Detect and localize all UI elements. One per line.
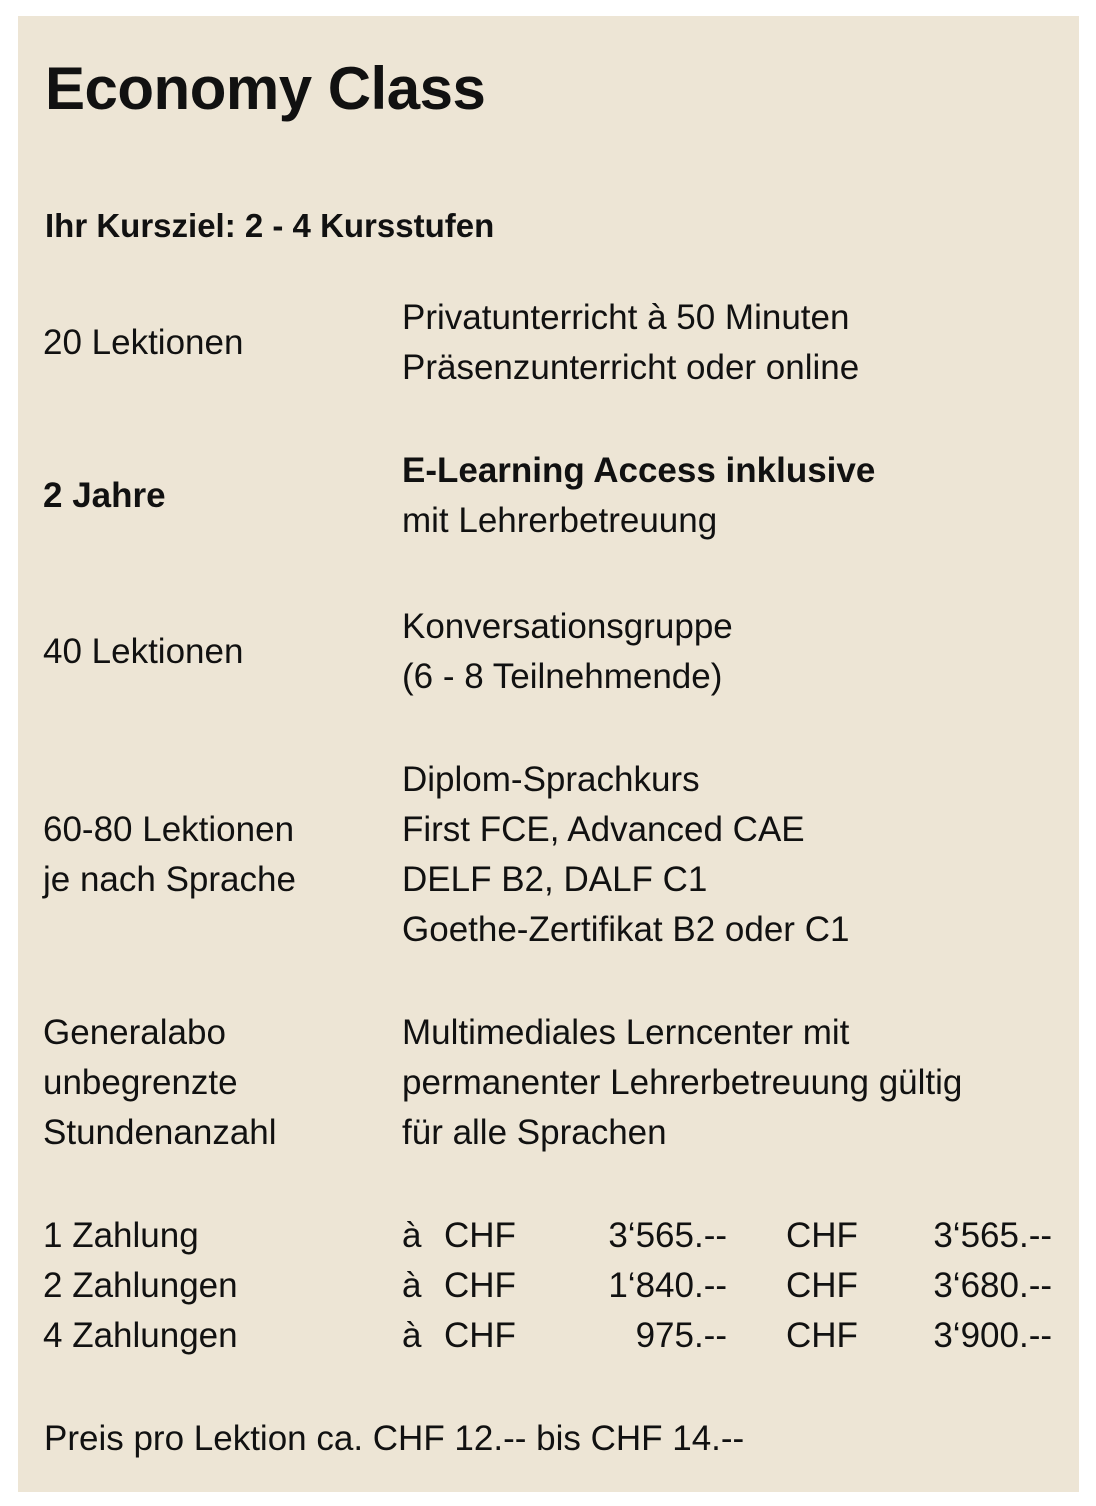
- payment-installment-amount: 1‘840.--: [608, 1266, 727, 1305]
- payment-label: 4 Zahlungen: [43, 1316, 238, 1355]
- feature-label-line: 2 Jahre: [43, 476, 166, 515]
- feature-row-label: [43, 318, 383, 368]
- payment-total-currency: CHF: [786, 1316, 858, 1355]
- feature-row-description: [402, 755, 1072, 955]
- feature-row-description: [402, 1008, 1072, 1158]
- payment-label: 2 Zahlungen: [43, 1266, 238, 1305]
- feature-label-line: Generalabo: [43, 1013, 226, 1052]
- price-per-lesson-note: Preis pro Lektion ca. CHF 12.-- bis CHF 14.--: [44, 1419, 745, 1458]
- feature-desc-line: mit Lehrerbetreuung: [402, 501, 718, 540]
- feature-desc-line: E-Learning Access inklusive: [402, 451, 876, 490]
- feature-desc-line: permanenter Lehrerbetreuung gültig: [402, 1063, 963, 1102]
- feature-desc-line: First FCE, Advanced CAE: [402, 810, 805, 849]
- feature-desc-line: Privatunterricht à 50 Minuten: [402, 298, 850, 337]
- payment-row: [18, 1311, 1079, 1361]
- course-goal: Ihr Kursziel: 2 - 4 Kursstufen: [45, 207, 495, 244]
- feature-row-description: [402, 293, 1072, 393]
- feature-row-description: [402, 602, 1072, 702]
- payment-total-amount: 3‘900.--: [933, 1316, 1052, 1355]
- feature-desc-line: DELF B2, DALF C1: [402, 860, 708, 899]
- feature-label-line: 20 Lektionen: [43, 323, 244, 362]
- payment-a: à: [402, 1216, 422, 1255]
- feature-row-label: [43, 1008, 383, 1158]
- payment-row: [18, 1211, 1079, 1261]
- feature-desc-line: Multimediales Lerncenter mit: [402, 1013, 850, 1052]
- payment-label: 1 Zahlung: [43, 1216, 199, 1255]
- feature-label-line: Stundenanzahl: [43, 1113, 277, 1152]
- feature-label-line: je nach Sprache: [43, 860, 296, 899]
- feature-row-description: [402, 446, 1072, 546]
- feature-desc-line: Diplom-Sprachkurs: [402, 760, 700, 799]
- feature-desc-line: für alle Sprachen: [402, 1113, 667, 1152]
- feature-label-line: 40 Lektionen: [43, 632, 244, 671]
- feature-desc-line: Goethe-Zertifikat B2 oder C1: [402, 910, 850, 949]
- card-title: Economy Class: [45, 55, 486, 122]
- payment-currency: CHF: [444, 1216, 516, 1255]
- payment-currency: CHF: [444, 1316, 516, 1355]
- payment-a: à: [402, 1266, 422, 1305]
- payment-total-currency: CHF: [786, 1266, 858, 1305]
- economy-class-card: [18, 16, 1079, 1492]
- payment-a: à: [402, 1316, 422, 1355]
- payment-row: [18, 1261, 1079, 1311]
- feature-row-label: [43, 805, 383, 905]
- payment-installment-amount: 3‘565.--: [608, 1216, 727, 1255]
- payment-installment-amount: 975.--: [635, 1316, 727, 1355]
- feature-label-line: unbegrenzte: [43, 1063, 238, 1102]
- payment-currency: CHF: [444, 1266, 516, 1305]
- feature-desc-line: Präsenzunterricht oder online: [402, 348, 860, 387]
- payment-total-amount: 3‘565.--: [933, 1216, 1052, 1255]
- feature-row-label: [43, 471, 383, 521]
- payment-total-amount: 3‘680.--: [933, 1266, 1052, 1305]
- feature-desc-line: Konversationsgruppe: [402, 607, 733, 646]
- feature-row-label: [43, 627, 383, 677]
- payment-total-currency: CHF: [786, 1216, 858, 1255]
- feature-desc-line: (6 - 8 Teilnehmende): [402, 657, 723, 696]
- feature-label-line: 60-80 Lektionen: [43, 810, 295, 849]
